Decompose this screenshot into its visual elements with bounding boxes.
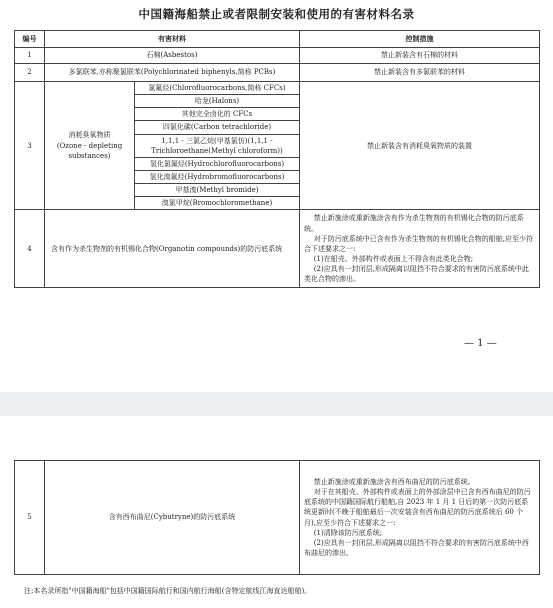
ods-group-label xyxy=(45,82,135,210)
control-paragraph: (2)应具有一封闭层,形成隔离以阻挡不符合要求的有害防污底系统中西布曲尼的渗出。 xyxy=(304,538,529,557)
row-num: 5 xyxy=(15,461,45,575)
document-title: 中国籍海船禁止或者限制安装和使用的有害材料名录 xyxy=(138,7,415,21)
ods-sub-item: 甲基溴(Methyl bromide) xyxy=(135,184,300,197)
hazardous-materials-table xyxy=(14,30,540,288)
row-material: 多氯联苯,亦称聚氯联苯(Polychlorinated biphenyls,简称 PCBs) xyxy=(45,64,300,82)
control-paragraph: 禁止新施涂或重新施涂含有作为杀生物剂的有机锡化合物的防污底系统。 xyxy=(304,214,524,233)
table-row xyxy=(15,82,540,95)
control-paragraph: (1)清除该防污底系统; xyxy=(313,528,383,537)
row-num: 3 xyxy=(15,82,45,210)
ods-group-line: (Ozone - depleting xyxy=(56,141,123,150)
ods-sub-item: 溴氯甲烷(Bromochloromethane) xyxy=(135,197,300,210)
table-row xyxy=(15,210,540,288)
ods-sub-item: 氢化溴氟烃(Hydrobromofluorocarbons) xyxy=(135,170,300,183)
row-control: 禁止新装含有多氯联苯的材料 xyxy=(300,64,540,82)
table-row xyxy=(15,64,540,82)
row-num: 2 xyxy=(15,64,45,82)
row-control xyxy=(300,210,540,288)
page-separator xyxy=(0,392,553,416)
row-control: 禁止新装含有消耗臭氧物质的装置 xyxy=(300,82,540,210)
ods-sub-item: 哈龙(Halons) xyxy=(135,95,300,108)
ods-sub-item: 氢化氯氟烃(Hydrochlorofluorocarbons) xyxy=(135,157,300,170)
control-paragraph: 对于在其船壳、外部构件或表面上的外部涂层中已含有西布曲尼的防污底系统的中国籍国际航行船舶,自 2023 年 1 月 1 日后的第一次防污底系统更新时(不晚于船舶最后一次安装含有西布曲尼的防污底系统后 60 个月),应至少符合下述要求之一: xyxy=(304,488,531,527)
page-number: — 1 — xyxy=(464,338,497,349)
table-row xyxy=(15,461,540,575)
header-num: 编号 xyxy=(15,31,45,48)
ods-sub-item: 四氯化碳(Carbon tetrachloride) xyxy=(135,121,300,134)
control-paragraph: (2)应具有一封闭层,形成隔离以阻挡不符合要求的有害防污底系统中此类化合物的渗出。 xyxy=(304,265,529,284)
ods-sub-item: 1,1,1 - 三氯乙烷(甲基氯仿)(1,1,1 - Trichloroethane(Methyl chloroform)) xyxy=(135,134,300,157)
ods-sub-item: 其他完全卤化的 CFCs xyxy=(135,108,300,121)
row-material: 含有西布曲尼(Cybutryne)的防污底系统 xyxy=(45,461,300,575)
ods-sub-item: 氯氟烃(Chlorofluorocarbons,简称 CFCs) xyxy=(135,82,300,95)
control-paragraph: 对于防污底系统中已含有作为杀生物剂的有机锡化合物的船舶,应至少符合下述要求之一: xyxy=(304,234,534,253)
ods-group-line: 消耗臭氧物质 xyxy=(68,131,111,140)
row-material: 含有作为杀生物剂的有机锡化合物(Organotin compounds)的防污底系统 xyxy=(45,210,300,288)
table-header-row xyxy=(15,31,540,48)
row-material: 石棉(Asbestos) xyxy=(45,48,300,64)
control-paragraph: 禁止新施涂或重新施涂含有西布曲尼的防污底系统。 xyxy=(313,477,475,486)
row-num: 1 xyxy=(15,48,45,64)
footnote: 注:本名录所指"中国籍海船"包括中国籍国际航行和国内航行海船(含特定航线江海直达船舶)。 xyxy=(24,587,312,595)
row-control: 禁止新装含有石棉的材料 xyxy=(300,48,540,64)
row-num: 4 xyxy=(15,210,45,288)
table-row xyxy=(15,48,540,64)
hazardous-materials-table-continued xyxy=(14,460,540,575)
control-paragraph: (1)在船壳、外部构件或表面上不得含有此类化合物; xyxy=(313,254,474,263)
ods-group-line: substances) xyxy=(68,151,111,160)
header-control: 控制措施 xyxy=(300,31,540,48)
header-material: 有害材料 xyxy=(45,31,300,48)
row-control xyxy=(300,461,540,575)
